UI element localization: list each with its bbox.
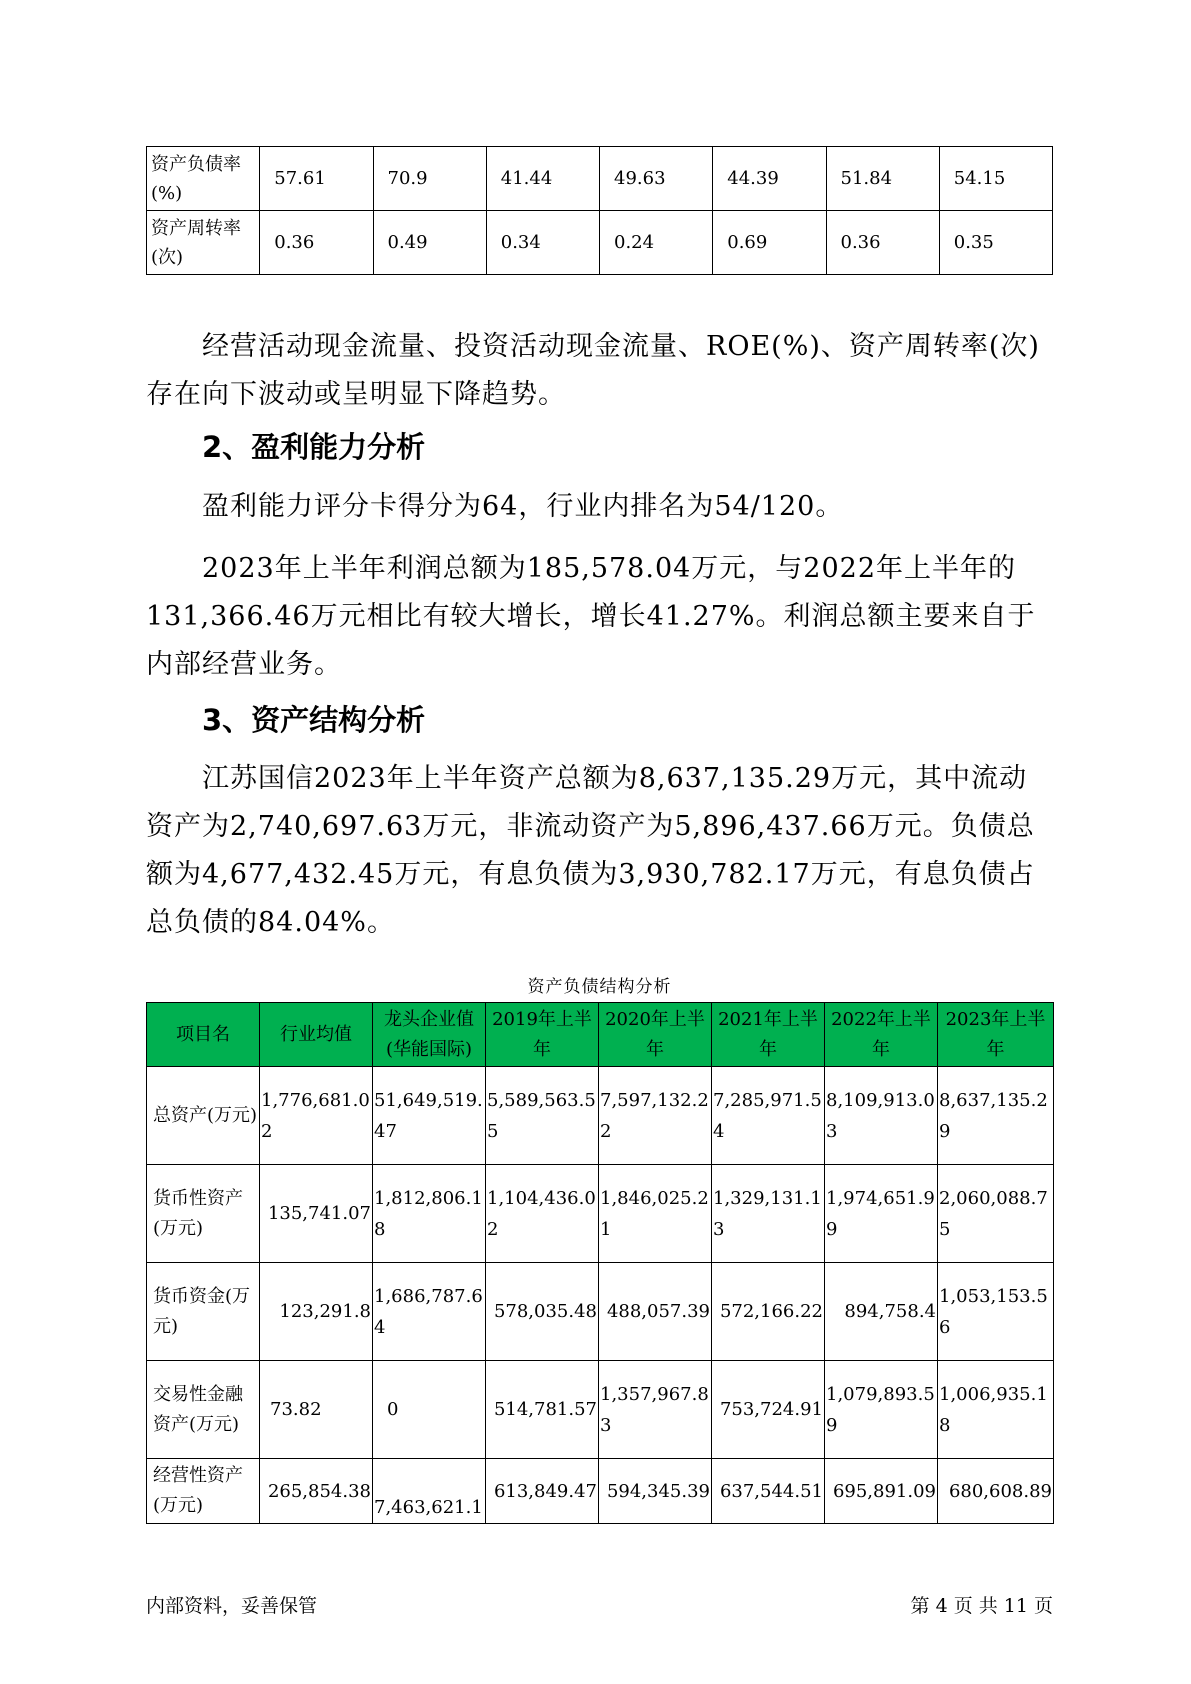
row-label: 货币性资产(万元)	[147, 1165, 260, 1263]
table-header-row	[147, 1003, 1054, 1067]
section-heading-asset-structure: 3、资产结构分析	[202, 703, 426, 737]
table-cell: 5,589,563.55	[486, 1067, 599, 1165]
table-row	[147, 1165, 1054, 1263]
table-cell: 680,608.89	[938, 1459, 1054, 1524]
row-label: 交易性金融资产(万元)	[147, 1361, 260, 1459]
table-row	[147, 1067, 1054, 1165]
column-header: 行业均值	[260, 1003, 373, 1067]
table-cell: 0.69	[713, 211, 826, 275]
score-paragraph	[146, 483, 1053, 531]
table-cell: 1,357,967.83	[599, 1361, 712, 1459]
table-cell: 695,891.09	[825, 1459, 938, 1524]
table-cell: 49.63	[600, 147, 713, 211]
table-cell: 1,846,025.21	[599, 1165, 712, 1263]
table-cell: 41.44	[486, 147, 599, 211]
table-cell: 57.61	[260, 147, 373, 211]
table-caption: 资产负债结构分析	[527, 977, 672, 997]
table-cell: 1,974,651.99	[825, 1165, 938, 1263]
table-cell: 7,463,621.1	[373, 1459, 486, 1524]
paragraph-text: 江苏国信2023年上半年资产总额为8,637,135.29万元，其中流动资产为2,740,697.63万元，非流动资产为5,896,437.66万元。负债总额为4,677,432.45万元，有息负债为3,930,782.17万元，有息负债占总负债的84.04%。	[146, 763, 1035, 938]
table-cell: 0.36	[826, 211, 939, 275]
table-row	[147, 1263, 1054, 1361]
table-cell: 7,285,971.54	[712, 1067, 825, 1165]
row-label: 经营性资产(万元)	[147, 1459, 260, 1524]
table-cell: 123,291.8	[260, 1263, 373, 1361]
table-cell: 8,637,135.29	[938, 1067, 1054, 1165]
asset-paragraph	[146, 755, 1053, 947]
table-cell: 488,057.39	[599, 1263, 712, 1361]
financial-ratio-table	[146, 146, 1053, 275]
table-cell: 0.34	[486, 211, 599, 275]
table-cell: 0	[373, 1361, 486, 1459]
table-cell: 70.9	[373, 147, 486, 211]
column-header: 2020年上半年	[599, 1003, 712, 1067]
table-cell: 0.36	[260, 211, 373, 275]
column-header: 2019年上半年	[486, 1003, 599, 1067]
row-label: 资产负债率(%)	[147, 147, 260, 211]
table-cell: 572,166.22	[712, 1263, 825, 1361]
table-cell: 1,079,893.59	[825, 1361, 938, 1459]
table-cell: 0.24	[600, 211, 713, 275]
table-cell: 1,812,806.18	[373, 1165, 486, 1263]
table-cell: 594,345.39	[599, 1459, 712, 1524]
table-row	[147, 1459, 1054, 1524]
table-cell: 265,854.38	[260, 1459, 373, 1524]
column-header: 2022年上半年	[825, 1003, 938, 1067]
section-heading-profitability: 2、盈利能力分析	[202, 430, 426, 464]
table-row	[147, 211, 1053, 275]
table-cell: 2,060,088.75	[938, 1165, 1054, 1263]
table-cell: 44.39	[713, 147, 826, 211]
trend-paragraph	[146, 323, 1053, 419]
column-header: 2021年上半年	[712, 1003, 825, 1067]
table-cell: 7,597,132.22	[599, 1067, 712, 1165]
paragraph-text: 2023年上半年利润总额为185,578.04万元，与2022年上半年的131,366.46万元相比有较大增长，增长41.27%。利润总额主要来自于内部经营业务。	[146, 553, 1036, 680]
paragraph-text: 盈利能力评分卡得分为64，行业内排名为54/120。	[202, 491, 844, 522]
table-cell: 135,741.07	[260, 1165, 373, 1263]
table-cell: 54.15	[939, 147, 1052, 211]
table-cell: 1,329,131.13	[712, 1165, 825, 1263]
table-cell: 753,724.91	[712, 1361, 825, 1459]
asset-structure-table	[146, 1002, 1054, 1524]
table-cell: 1,686,787.64	[373, 1263, 486, 1361]
table-cell: 514,781.57	[486, 1361, 599, 1459]
footer-confidential-note: 内部资料，妥善保管	[146, 1595, 318, 1617]
table-cell: 894,758.4	[825, 1263, 938, 1361]
table-cell: 51,649,519.47	[373, 1067, 486, 1165]
table-cell: 578,035.48	[486, 1263, 599, 1361]
table-cell: 637,544.51	[712, 1459, 825, 1524]
row-label: 货币资金(万元)	[147, 1263, 260, 1361]
column-header: 项目名	[147, 1003, 260, 1067]
table-cell: 73.82	[260, 1361, 373, 1459]
table-cell: 0.35	[939, 211, 1052, 275]
profit-paragraph	[146, 545, 1053, 689]
column-header: 龙头企业值(华能国际)	[373, 1003, 486, 1067]
table-cell: 1,006,935.18	[938, 1361, 1054, 1459]
table-cell: 51.84	[826, 147, 939, 211]
table-row	[147, 147, 1053, 211]
paragraph-text: 经营活动现金流量、投资活动现金流量、ROE(%)、资产周转率(次)存在向下波动或呈明显下降趋势。	[146, 331, 1040, 410]
table-cell: 613,849.47	[486, 1459, 599, 1524]
table-cell: 8,109,913.03	[825, 1067, 938, 1165]
table-row	[147, 1361, 1054, 1459]
footer-page-number: 第 4 页 共 11 页	[910, 1595, 1053, 1617]
row-label: 资产周转率(次)	[147, 211, 260, 275]
table-cell: 1,053,153.56	[938, 1263, 1054, 1361]
column-header: 2023年上半年	[938, 1003, 1054, 1067]
table-cell: 1,104,436.02	[486, 1165, 599, 1263]
table-cell: 0.49	[373, 211, 486, 275]
row-label: 总资产(万元)	[147, 1067, 260, 1165]
table-cell: 1,776,681.02	[260, 1067, 373, 1165]
